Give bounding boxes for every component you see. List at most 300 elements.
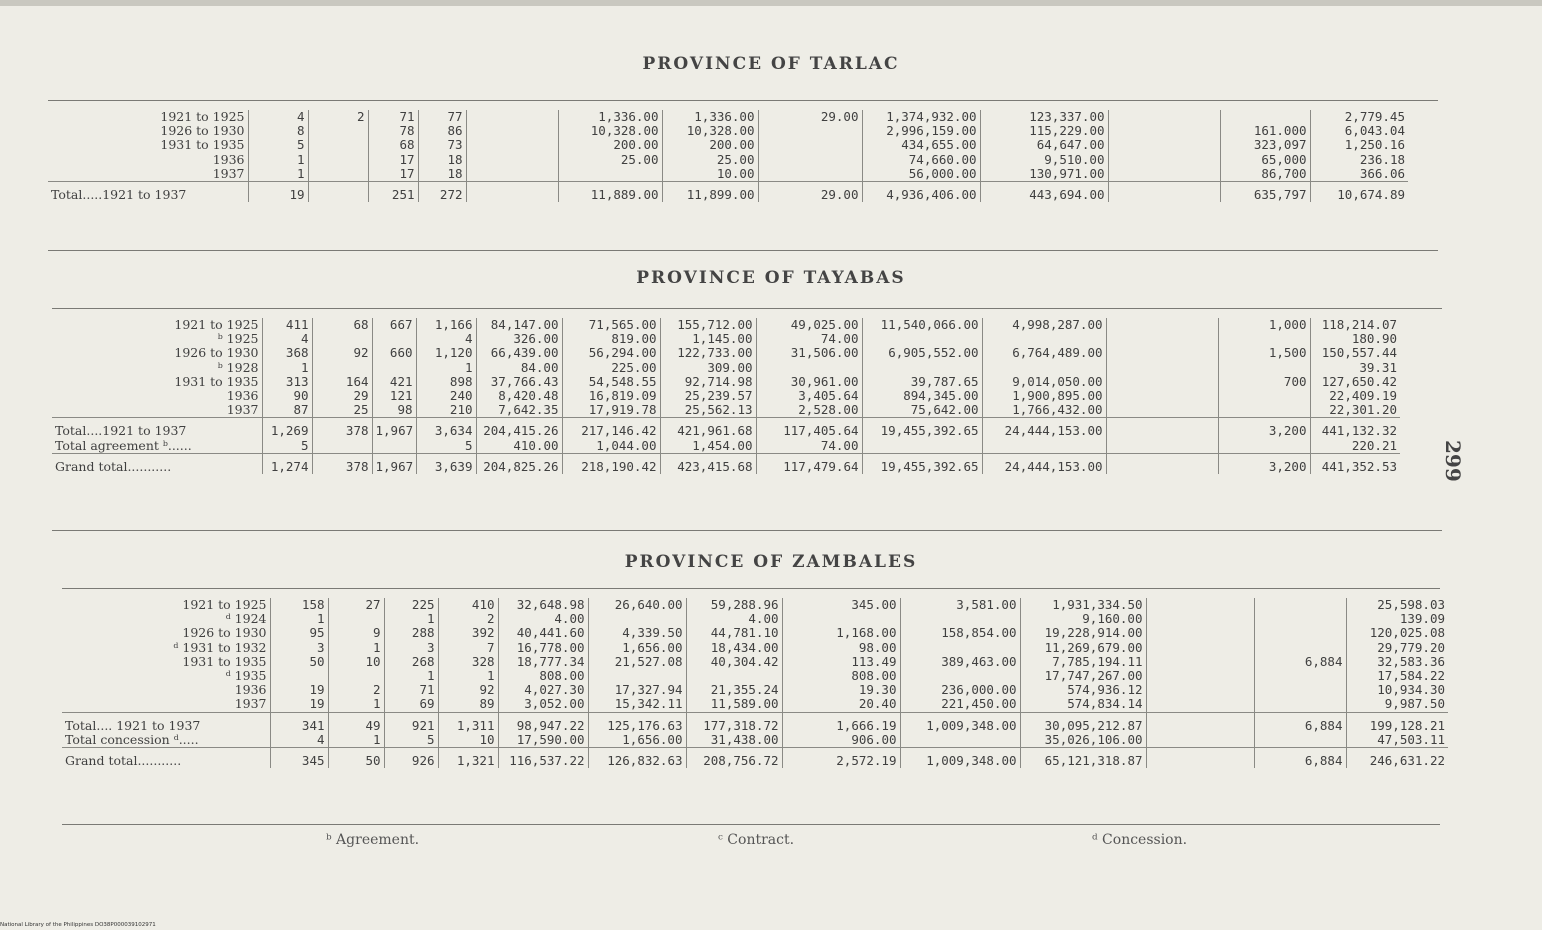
table-cell: 65,121,318.87	[1020, 748, 1146, 769]
table-cell: 39,787.65	[862, 375, 982, 389]
table-cell: 288	[384, 626, 438, 640]
table-cell: 5	[262, 439, 312, 454]
rule-tayabas-bottom	[52, 530, 1442, 531]
table-cell: 8	[248, 124, 308, 138]
table-cell	[758, 124, 862, 138]
row-label: ᵇ 1928	[52, 361, 262, 375]
table-tayabas	[52, 318, 1400, 474]
table-cell: 894,345.00	[862, 389, 982, 403]
table-cell: 6,884	[1254, 748, 1346, 769]
scan-edge-shadow	[0, 0, 1542, 6]
table-cell: 40,441.60	[498, 626, 588, 640]
table-cell	[1254, 733, 1346, 748]
table-cell	[1254, 683, 1346, 697]
table-cell: 69	[384, 697, 438, 712]
table-cell: 117,405.64	[756, 418, 862, 439]
row-label: 1921 to 1925	[48, 110, 248, 124]
table-cell	[1146, 598, 1254, 612]
table-cell: 21,355.24	[686, 683, 782, 697]
table-cell: 441,132.32	[1310, 418, 1400, 439]
row-label: 1926 to 1930	[48, 124, 248, 138]
table-cell: 10,934.30	[1377, 683, 1445, 698]
table-cell	[862, 439, 982, 454]
table-cell: 345.00	[782, 598, 900, 612]
table-cell: 74,660.00	[862, 153, 980, 167]
table-cell: 204,825.26	[476, 453, 562, 474]
table-row	[52, 318, 1400, 332]
table-row	[48, 110, 1408, 124]
table-row	[62, 641, 1448, 655]
table-cell: 4.00	[686, 612, 782, 626]
table-cell: 3	[270, 641, 328, 655]
table-cell	[756, 361, 862, 375]
table-cell: 19	[248, 182, 308, 203]
table-cell: 1	[328, 697, 384, 712]
table-cell: 122,733.00	[660, 346, 756, 360]
table-cell: 125,176.63	[588, 712, 686, 733]
table-cell	[1108, 167, 1220, 182]
table-cell: 3,639	[416, 453, 476, 474]
table-cell: 74.00	[756, 439, 862, 454]
table-row	[48, 124, 1408, 138]
table-cell: 421	[372, 375, 416, 389]
row-label: Total.....1921 to 1937	[48, 182, 248, 203]
footnote-concession: ᵈ Concession.	[1092, 832, 1188, 848]
table-cell: 35,026,106.00	[1020, 733, 1146, 748]
table-cell: 1,321	[438, 748, 498, 769]
table-cell: 389,463.00	[900, 655, 1020, 669]
table-cell	[312, 332, 372, 346]
table-row	[62, 598, 1448, 612]
rule-tarlac-bottom	[48, 250, 1438, 251]
page-number: 299	[1441, 440, 1465, 482]
table-cell: 204,415.26	[476, 418, 562, 439]
table-cell: 1,967	[372, 418, 416, 439]
table-cell: 225	[384, 598, 438, 612]
table-cell	[1254, 641, 1346, 655]
table-cell: 11,269,679.00	[1020, 641, 1146, 655]
table-cell	[308, 124, 368, 138]
table-cell: 309.00	[660, 361, 756, 375]
table-cell: 1,454.00	[660, 439, 756, 454]
row-label: 1937	[52, 403, 262, 418]
table-cell	[1146, 641, 1254, 655]
table-cell: 30,095,212.87	[1020, 712, 1146, 733]
table-cell: 25.00	[558, 153, 662, 167]
table-cell: 29	[312, 389, 372, 403]
table-cell: 1	[262, 361, 312, 375]
table-cell: 116,537.22	[498, 748, 588, 769]
table-cell: 378	[312, 418, 372, 439]
table-row	[62, 612, 1448, 626]
table-cell: 11,589.00	[686, 697, 782, 712]
table-cell: 4	[262, 332, 312, 346]
table-cell: 410	[438, 598, 498, 612]
table-cell	[862, 332, 982, 346]
table-cell: 1,250.16	[1344, 138, 1405, 153]
table-cell: 9	[328, 626, 384, 640]
table-cell: 1,500	[1218, 346, 1310, 360]
table-cell: 127,650.42	[1321, 374, 1397, 389]
table-cell	[312, 361, 372, 375]
table-cell	[982, 332, 1106, 346]
table-cell: 26,640.00	[588, 598, 686, 612]
table-cell: 92	[438, 683, 498, 697]
table-cell: 1	[248, 153, 308, 167]
table-cell: 50	[328, 748, 384, 769]
table-cell: 1,900,895.00	[982, 389, 1106, 403]
table-cell	[1218, 439, 1310, 454]
table-cell: 78	[368, 124, 418, 138]
table-cell	[1106, 453, 1218, 474]
table-cell: 1	[416, 361, 476, 375]
table-cell	[466, 110, 558, 124]
table-cell: 1,120	[416, 346, 476, 360]
table-cell: 18	[418, 153, 466, 167]
table-cell: 86	[418, 124, 466, 138]
table-cell: 423,415.68	[660, 453, 756, 474]
table-cell: 47,503.11	[1377, 732, 1445, 747]
table-cell: 700	[1218, 375, 1310, 389]
table-row	[62, 697, 1448, 712]
table-cell: 92	[312, 346, 372, 360]
table-cell: 15,342.11	[588, 697, 686, 712]
table-cell: 25,562.13	[660, 403, 756, 418]
table-cell: 660	[372, 346, 416, 360]
table-cell: 10.00	[662, 167, 758, 182]
table-cell	[328, 669, 384, 683]
table-cell: 113.49	[782, 655, 900, 669]
rule-zambales-bottom	[62, 824, 1440, 825]
table-cell	[900, 669, 1020, 683]
table-cell	[1254, 612, 1346, 626]
table-cell	[1108, 182, 1220, 203]
table-cell: 240	[416, 389, 476, 403]
table-cell: 9,160.00	[1020, 612, 1146, 626]
table-cell	[686, 669, 782, 683]
table-cell: 31,506.00	[756, 346, 862, 360]
table-row	[52, 332, 1400, 346]
table-cell: 3,052.00	[498, 697, 588, 712]
table-cell: 29.00	[758, 110, 862, 124]
total-row	[62, 712, 1448, 733]
table-cell: 39.31	[1359, 360, 1397, 375]
table-cell: 251	[368, 182, 418, 203]
table-cell: 220.21	[1351, 438, 1397, 453]
table-cell: 1,336.00	[558, 110, 662, 124]
table-cell: 89	[438, 697, 498, 712]
table-cell: 71	[368, 110, 418, 124]
table-cell: 326.00	[476, 332, 562, 346]
table-cell	[1106, 439, 1218, 454]
table-cell	[1106, 389, 1218, 403]
table-cell	[312, 439, 372, 454]
row-label: ᵈ 1924	[62, 612, 270, 626]
table-cell: 6,884	[1254, 655, 1346, 669]
row-label: Total....1921 to 1937	[52, 418, 262, 439]
table-cell: 1	[328, 641, 384, 655]
table-cell: 1,311	[438, 712, 498, 733]
table-cell: 5	[384, 733, 438, 748]
table-cell: 180.90	[1351, 332, 1397, 347]
table-cell: 84,147.00	[476, 318, 562, 332]
table-cell: 29,779.20	[1377, 640, 1445, 655]
table-cell: 3,200	[1218, 418, 1310, 439]
table-cell: 808.00	[498, 669, 588, 683]
table-cell: 90	[262, 389, 312, 403]
table-cell: 19,228,914.00	[1020, 626, 1146, 640]
table-cell	[1108, 124, 1220, 138]
table-cell: 926	[384, 748, 438, 769]
table-cell: 50	[270, 655, 328, 669]
table-cell	[1218, 332, 1310, 346]
table-cell: 2,572.19	[782, 748, 900, 769]
table-cell: 155,712.00	[660, 318, 756, 332]
table-cell	[1106, 418, 1218, 439]
table-cell: 5	[248, 138, 308, 152]
table-cell	[270, 669, 328, 683]
total-row	[52, 418, 1400, 439]
table-cell: 30,961.00	[756, 375, 862, 389]
table-cell: 21,527.08	[588, 655, 686, 669]
table-cell: 44,781.10	[686, 626, 782, 640]
table-cell: 121	[372, 389, 416, 403]
table-cell: 3,581.00	[900, 598, 1020, 612]
row-label: 1931 to 1935	[48, 138, 248, 152]
table-cell: 268	[384, 655, 438, 669]
table-cell: 68	[368, 138, 418, 152]
table-cell: 1,766,432.00	[982, 403, 1106, 418]
table-cell: 217,146.42	[562, 418, 660, 439]
table-cell: 635,797	[1220, 182, 1310, 203]
table-cell: 92,714.98	[660, 375, 756, 389]
table-cell: 1,000	[1218, 318, 1310, 332]
table-row	[52, 361, 1400, 375]
table-cell	[308, 182, 368, 203]
table-cell	[1106, 346, 1218, 360]
table-cell: 200.00	[558, 138, 662, 152]
table-cell: 345	[270, 748, 328, 769]
table-cell: 392	[438, 626, 498, 640]
table-cell: 6,905,552.00	[862, 346, 982, 360]
table-cell: 4.00	[498, 612, 588, 626]
table-cell: 200.00	[662, 138, 758, 152]
table-cell: 1	[384, 669, 438, 683]
table-cell	[1146, 712, 1254, 733]
table-cell: 54,548.55	[562, 375, 660, 389]
table-cell: 1	[328, 733, 384, 748]
table-row	[62, 669, 1448, 683]
table-cell	[1254, 598, 1346, 612]
table-cell: 98	[372, 403, 416, 418]
table-cell: 31,438.00	[686, 733, 782, 748]
row-label: 1926 to 1930	[52, 346, 262, 360]
table-cell: 2,528.00	[756, 403, 862, 418]
table-cell	[558, 167, 662, 182]
table-cell: 95	[270, 626, 328, 640]
table-row	[48, 153, 1408, 167]
table-cell: 4,339.50	[588, 626, 686, 640]
row-label: Total agreement ᵇ......	[52, 439, 262, 454]
row-label: 1921 to 1925	[52, 318, 262, 332]
table-cell: 158	[270, 598, 328, 612]
footnote-agreement: ᵇ Agreement.	[326, 832, 420, 848]
table-row	[52, 346, 1400, 360]
table-cell: 2	[308, 110, 368, 124]
table-cell: 667	[372, 318, 416, 332]
rule-tayabas-top	[52, 308, 1442, 309]
table-cell	[1146, 697, 1254, 712]
table-cell: 25,598.03	[1377, 598, 1445, 612]
table-cell: 25.00	[662, 153, 758, 167]
row-label: 1921 to 1925	[62, 598, 270, 612]
table-cell: 221,450.00	[900, 697, 1020, 712]
table-cell: 19	[270, 697, 328, 712]
table-cell: 161.000	[1220, 124, 1310, 138]
table-cell	[900, 641, 1020, 655]
table-cell: 341	[270, 712, 328, 733]
table-cell	[1106, 375, 1218, 389]
table-cell: 123,337.00	[980, 110, 1108, 124]
table-cell: 87	[262, 403, 312, 418]
table-cell: 75,642.00	[862, 403, 982, 418]
table-cell: 898	[416, 375, 476, 389]
table-cell	[1108, 153, 1220, 167]
table-cell	[1106, 361, 1218, 375]
table-cell: 130,971.00	[980, 167, 1108, 182]
table-cell: 2,779.45	[1344, 110, 1405, 124]
rule-tarlac-top	[48, 100, 1438, 101]
table-cell: 29.00	[758, 182, 862, 203]
table-cell: 4	[416, 332, 476, 346]
table-cell: 40,304.42	[686, 655, 782, 669]
table-cell: 11,889.00	[558, 182, 662, 203]
table-cell: 574,834.14	[1020, 697, 1146, 712]
table-cell	[1106, 318, 1218, 332]
table-cell	[1146, 626, 1254, 640]
table-cell	[1146, 748, 1254, 769]
table-cell: 328	[438, 655, 498, 669]
table-row	[52, 403, 1400, 418]
table-cell: 117,479.64	[756, 453, 862, 474]
total-row	[52, 439, 1400, 454]
table-cell	[466, 167, 558, 182]
table-cell: 1,336.00	[662, 110, 758, 124]
table-cell: 906.00	[782, 733, 900, 748]
table-cell: 4,936,406.00	[862, 182, 980, 203]
table-cell: 19.30	[782, 683, 900, 697]
table-cell: 6,764,489.00	[982, 346, 1106, 360]
section-title-tarlac: PROVINCE OF TARLAC	[642, 54, 900, 74]
table-cell: 10	[328, 655, 384, 669]
table-cell	[308, 167, 368, 182]
table-cell: 17,919.78	[562, 403, 660, 418]
section-title-zambales: PROVINCE OF ZAMBALES	[624, 552, 918, 572]
table-cell: 16,778.00	[498, 641, 588, 655]
table-cell	[1146, 683, 1254, 697]
footnote-contract: ᶜ Contract.	[718, 832, 795, 848]
table-cell: 1,656.00	[588, 641, 686, 655]
table-cell: 1	[438, 669, 498, 683]
row-label: Total.... 1921 to 1937	[62, 712, 270, 733]
row-label: 1931 to 1935	[52, 375, 262, 389]
table-cell: 368	[262, 346, 312, 360]
table-cell: 22,409.19	[1329, 389, 1397, 404]
table-cell: 49,025.00	[756, 318, 862, 332]
table-zambales	[62, 598, 1448, 768]
row-label: 1936	[62, 683, 270, 697]
grand-total-row	[62, 748, 1448, 769]
table-cell: 7,785,194.11	[1020, 655, 1146, 669]
table-cell	[1220, 110, 1310, 124]
table-cell: 410.00	[476, 439, 562, 454]
table-cell: 6,884	[1254, 712, 1346, 733]
table-cell: 9,510.00	[980, 153, 1108, 167]
table-cell: 313	[262, 375, 312, 389]
total-row	[62, 733, 1448, 748]
table-cell: 98.00	[782, 641, 900, 655]
table-cell: 20.40	[782, 697, 900, 712]
table-cell: 4,998,287.00	[982, 318, 1106, 332]
table-cell: 443,694.00	[980, 182, 1108, 203]
table-cell: 16,819.09	[562, 389, 660, 403]
table-cell: 1,168.00	[782, 626, 900, 640]
table-cell: 2	[438, 612, 498, 626]
row-label: Grand total...........	[62, 748, 270, 769]
table-cell: 177,318.72	[686, 712, 782, 733]
table-cell: 1,269	[262, 418, 312, 439]
table-row	[52, 375, 1400, 389]
row-label: 1936	[48, 153, 248, 167]
table-cell: 7,642.35	[476, 403, 562, 418]
table-cell: 1,931,334.50	[1020, 598, 1146, 612]
table-cell: 11,899.00	[662, 182, 758, 203]
table-cell: 17	[368, 167, 418, 182]
table-cell	[1218, 403, 1310, 418]
table-cell: 8,420.48	[476, 389, 562, 403]
table-cell: 3,634	[416, 418, 476, 439]
row-label: 1936	[52, 389, 262, 403]
table-cell: 17	[368, 153, 418, 167]
row-label: ᵇ 1925	[52, 332, 262, 346]
row-label: Grand total...........	[52, 453, 262, 474]
table-cell: 9,014,050.00	[982, 375, 1106, 389]
table-row	[62, 683, 1448, 697]
table-cell: 19	[270, 683, 328, 697]
table-cell: 7	[438, 641, 498, 655]
table-cell: 2	[328, 683, 384, 697]
table-cell	[1146, 612, 1254, 626]
table-cell: 86,700	[1220, 167, 1310, 182]
table-cell	[466, 124, 558, 138]
section-title-tayabas: PROVINCE OF TAYABAS	[636, 268, 906, 288]
table-cell	[758, 138, 862, 152]
library-credit: National Library of the Philippines DO38P000039102971	[0, 922, 156, 928]
table-cell: 9,987.50	[1384, 697, 1445, 712]
table-cell	[308, 153, 368, 167]
table-cell: 19,455,392.65	[862, 453, 982, 474]
table-cell: 10,328.00	[558, 124, 662, 138]
table-cell	[862, 361, 982, 375]
table-cell: 98,947.22	[498, 712, 588, 733]
table-cell: 17,327.94	[588, 683, 686, 697]
table-cell	[1146, 733, 1254, 748]
table-cell: 6,043.04	[1344, 124, 1405, 139]
table-cell	[1108, 138, 1220, 152]
row-label: 1926 to 1930	[62, 626, 270, 640]
table-cell: 25	[312, 403, 372, 418]
row-label: 1931 to 1935	[62, 655, 270, 669]
